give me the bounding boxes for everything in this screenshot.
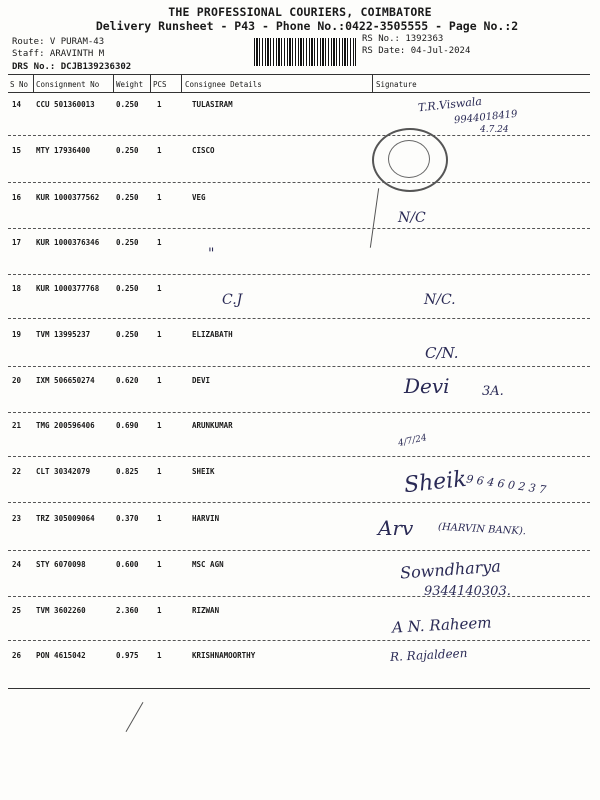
company-stamp bbox=[372, 128, 448, 192]
row-sno: 14 bbox=[12, 100, 22, 109]
row-pcs: 1 bbox=[157, 284, 162, 293]
row-consignment: TRZ 305009064 bbox=[36, 514, 95, 523]
row-weight: 0.600 bbox=[116, 560, 139, 569]
row-consignment: KUR 1000376346 bbox=[36, 238, 100, 247]
row-divider bbox=[8, 456, 590, 457]
signature-r23-mark: Arv bbox=[378, 516, 414, 540]
row-pcs: 1 bbox=[157, 560, 162, 569]
table-row bbox=[0, 514, 600, 526]
table-row bbox=[0, 238, 600, 250]
table-row bbox=[0, 193, 600, 205]
rs-date: RS Date: 04-Jul-2024 bbox=[362, 46, 471, 56]
row-consignment: TVM 13995237 bbox=[36, 330, 91, 339]
row-weight: 0.250 bbox=[116, 330, 139, 339]
column-divider bbox=[372, 74, 373, 92]
signature-r18-right: N/C. bbox=[424, 292, 456, 308]
table-row bbox=[0, 467, 600, 479]
row-weight: 2.360 bbox=[116, 606, 139, 615]
row-pcs: 1 bbox=[157, 651, 162, 660]
table-header-rule bbox=[8, 92, 590, 93]
signature-r14-date: 4.7.24 bbox=[480, 125, 509, 135]
signature-r25: A N. Raheem bbox=[391, 613, 492, 637]
column-divider bbox=[113, 74, 114, 92]
row-pcs: 1 bbox=[157, 146, 162, 155]
row-weight: 0.250 bbox=[116, 193, 139, 202]
row-divider bbox=[8, 274, 590, 275]
route-label: Route: V PURAM-43 bbox=[12, 37, 105, 47]
col-consignee: Consignee Details bbox=[185, 80, 262, 89]
row-weight: 0.620 bbox=[116, 376, 139, 385]
row-sno: 15 bbox=[12, 146, 22, 155]
runsheet-subtitle: Delivery Runsheet - P43 - Phone No.:0422-3505555 - Page No.:2 bbox=[95, 19, 519, 33]
row-pcs: 1 bbox=[157, 193, 162, 202]
table-row bbox=[0, 560, 600, 572]
signature-r18-left: C.J bbox=[222, 292, 243, 308]
row-sno: 16 bbox=[12, 193, 22, 202]
row-weight: 0.250 bbox=[116, 284, 139, 293]
row-divider bbox=[8, 135, 590, 136]
signature-r21: 4/7/24 bbox=[397, 433, 428, 449]
row-divider bbox=[8, 182, 590, 183]
row-pcs: 1 bbox=[157, 238, 162, 247]
signature-r16: N/C bbox=[398, 210, 426, 226]
row-sno: 18 bbox=[12, 284, 22, 293]
row-divider bbox=[8, 412, 590, 413]
row-pcs: 1 bbox=[157, 376, 162, 385]
table-row bbox=[0, 606, 600, 618]
row-pcs: 1 bbox=[157, 606, 162, 615]
column-divider bbox=[150, 74, 151, 92]
signature-r23-name: (HARVIN BANK). bbox=[437, 521, 527, 538]
staff-label: Staff: ARAVINTH M bbox=[12, 49, 105, 59]
row-consignee: SHEIK bbox=[192, 467, 215, 476]
table-top-rule bbox=[8, 74, 590, 75]
row-consignee: RIZWAN bbox=[192, 606, 220, 615]
row-pcs: 1 bbox=[157, 421, 162, 430]
row-consignee: TULASIRAM bbox=[192, 100, 233, 109]
table-row bbox=[0, 146, 600, 158]
row-weight: 0.370 bbox=[116, 514, 139, 523]
table-row bbox=[0, 330, 600, 342]
page-title: THE PROFESSIONAL COURIERS, COIMBATORE bbox=[168, 5, 432, 19]
table-row bbox=[0, 284, 600, 296]
row-divider bbox=[8, 640, 590, 641]
row-consignee: CISCO bbox=[192, 146, 215, 155]
row-consignment: CCU 501360013 bbox=[36, 100, 95, 109]
row-consignment: KUR 1000377768 bbox=[36, 284, 100, 293]
row-consignee: MSC AGN bbox=[192, 560, 224, 569]
table-row bbox=[0, 651, 600, 663]
row-consignee: DEVI bbox=[192, 376, 211, 385]
row-consignment: PON 4615042 bbox=[36, 651, 86, 660]
table-row bbox=[0, 421, 600, 433]
row-weight: 0.690 bbox=[116, 421, 139, 430]
signature-r24-name: Sowndharya bbox=[399, 556, 502, 583]
drs-number: DRS No.: DCJB139236302 bbox=[12, 62, 132, 72]
row-consignee: HARVIN bbox=[192, 514, 220, 523]
row-sno: 22 bbox=[12, 467, 22, 476]
row-consignee: ELIZABATH bbox=[192, 330, 233, 339]
rs-number: RS No.: 1392363 bbox=[362, 34, 444, 44]
row-consignment: KUR 1000377562 bbox=[36, 193, 100, 202]
column-divider bbox=[181, 74, 182, 92]
table-row bbox=[0, 376, 600, 388]
row-weight: 0.250 bbox=[116, 238, 139, 247]
row-divider bbox=[8, 502, 590, 503]
col-pcs: PCS bbox=[153, 80, 167, 89]
signature-r24-phone: 9344140303. bbox=[424, 584, 511, 599]
column-divider bbox=[33, 74, 34, 92]
col-signature: Signature bbox=[376, 80, 417, 89]
row-divider bbox=[8, 550, 590, 551]
signature-r22-phone: 9 6 4 6 0 2 3 7 bbox=[465, 472, 547, 497]
pen-stroke bbox=[126, 702, 144, 732]
row-consignee: VEG bbox=[192, 193, 206, 202]
row-pcs: 1 bbox=[157, 467, 162, 476]
col-weight: Weight bbox=[116, 80, 144, 89]
signature-r26: R. Rajaldeen bbox=[389, 645, 468, 665]
row-consignment: IXM 506650274 bbox=[36, 376, 95, 385]
row-consignment: TVM 3602260 bbox=[36, 606, 86, 615]
row-weight: 0.250 bbox=[116, 100, 139, 109]
row-weight: 0.975 bbox=[116, 651, 139, 660]
row-consignee: ARUNKUMAR bbox=[192, 421, 233, 430]
signature-r22-name: Sheik bbox=[402, 466, 468, 499]
signature-r20-note: 3A. bbox=[482, 384, 504, 399]
row-consignee: KRISHNAMOORTHY bbox=[192, 651, 256, 660]
row-sno: 26 bbox=[12, 651, 22, 660]
row-weight: 0.825 bbox=[116, 467, 139, 476]
row-sno: 19 bbox=[12, 330, 22, 339]
stamp-inner-ring bbox=[388, 140, 430, 178]
row-weight: 0.250 bbox=[116, 146, 139, 155]
row-pcs: 1 bbox=[157, 100, 162, 109]
row-divider bbox=[8, 228, 590, 229]
signature-r14-phone: 9944018419 bbox=[453, 108, 519, 127]
row-sno: 25 bbox=[12, 606, 22, 615]
row-sno: 21 bbox=[12, 421, 22, 430]
signature-r17: " bbox=[208, 246, 215, 262]
row-consignment: STY 6070098 bbox=[36, 560, 86, 569]
row-divider bbox=[8, 366, 590, 367]
signature-r20-name: Devi bbox=[404, 374, 450, 398]
row-consignment: CLT 30342079 bbox=[36, 467, 91, 476]
signature-r14-name: T.R.Viswala bbox=[417, 94, 483, 115]
row-pcs: 1 bbox=[157, 514, 162, 523]
row-divider bbox=[8, 318, 590, 319]
table-bottom-rule bbox=[8, 688, 590, 689]
row-sno: 24 bbox=[12, 560, 22, 569]
barcode bbox=[254, 38, 356, 66]
row-sno: 23 bbox=[12, 514, 22, 523]
row-sno: 17 bbox=[12, 238, 22, 247]
row-consignment: MTY 17936400 bbox=[36, 146, 91, 155]
row-consignment: TMG 200596406 bbox=[36, 421, 95, 430]
row-sno: 20 bbox=[12, 376, 22, 385]
col-consignment: Consignment No bbox=[36, 80, 100, 89]
col-sno: S No bbox=[10, 80, 29, 89]
row-pcs: 1 bbox=[157, 330, 162, 339]
signature-r19: C/N. bbox=[425, 344, 459, 362]
